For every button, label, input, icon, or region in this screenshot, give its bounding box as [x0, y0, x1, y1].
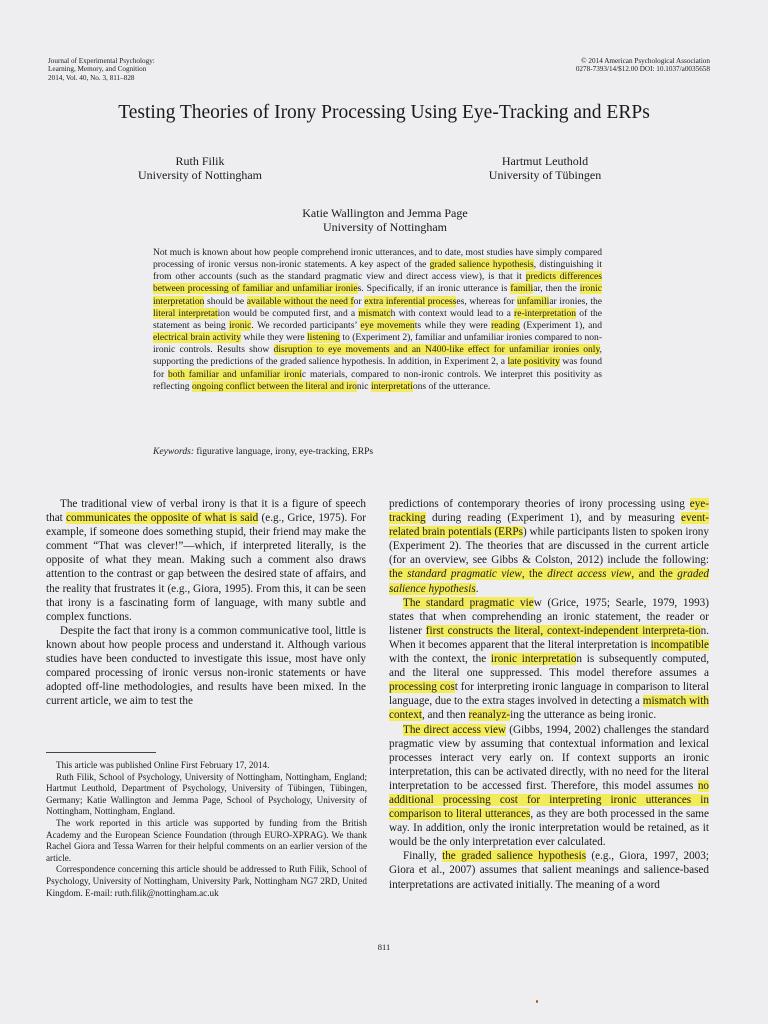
highlighted-text: no additional processing cost for interpreting ironic utterances in comparison to literal utterances: [389, 779, 709, 821]
highlighted-text: standard pragmatic view: [407, 568, 522, 581]
keywords-text: figurative language, irony, eye-tracking, ERPs: [194, 446, 374, 457]
footnote-rule: [46, 752, 156, 753]
text-run: n. When it becomes apparent that the literal interpretation is: [389, 624, 709, 651]
text-run: w (Grice, 1975; Searle, 1979, 1993) states that when comprehending an ironic statement, the reader or listener: [389, 596, 709, 637]
text-run: c materials, compared to non-ironic controls. We interpret this positivity as reflecting: [153, 368, 602, 392]
highlighted-text: graded salience hypothesis: [389, 568, 709, 595]
footnotes: [46, 760, 367, 899]
body-column-left: [46, 497, 366, 708]
text-run: ion would be computed first, and a: [217, 307, 359, 319]
text-run: with the context, the: [389, 653, 491, 666]
keywords-label: Keywords:: [153, 446, 195, 457]
author-block: [120, 155, 280, 182]
highlighted-text: graded salience hypothesis: [429, 259, 534, 271]
body-paragraph: [46, 497, 366, 624]
text-run: , supporting the predictions of the graded salience hypothesis. In addition, in Experiment 2, a: [153, 344, 602, 368]
highlighted-text: the graded salience hypothesis: [442, 850, 587, 863]
highlighted-text: electrical brain activity: [153, 332, 242, 344]
highlighted-text: ironic interpretation: [153, 283, 602, 307]
highlighted-text: famili: [510, 283, 534, 295]
text-run: s. Specifically, if an ironic utterance is: [357, 283, 511, 295]
text-run: The traditional view of verbal irony is that it is a figure of speech that: [46, 498, 366, 525]
highlighted-text: predicts differences between processing of familiar and unfamiliar ironie: [153, 271, 602, 295]
paper-speck: [536, 1000, 538, 1003]
highlighted-text: incompatible: [650, 638, 709, 651]
journal-citation-line: 2014, Vol. 40, No. 3, 811–828: [48, 73, 135, 82]
text-run: ar, then the: [533, 283, 580, 295]
text-run: , and then: [421, 709, 469, 722]
footnote: This article was published Online First February 17, 2014.: [56, 760, 270, 770]
author-affiliation: University of Tübingen: [488, 167, 602, 182]
text-run: ) while participants listen to spoken irony (Experiment 2). The theories that are discussed in the current article (for an overview, see Gibbs & Colston, 2012) include the following:: [389, 526, 709, 567]
journal-citation: [48, 57, 155, 82]
doi-line: 0278-7393/14/$12.00 DOI: 10.1037/a0035658: [575, 65, 710, 74]
text-run: Finally,: [403, 850, 443, 863]
highlighted-text: literal interpretat: [153, 307, 218, 319]
author-affiliation: University of Nottingham: [138, 167, 262, 182]
text-run: to (Experiment 2), familiar and unfamiliar ironies compared to non-ironic controls. Results show: [153, 332, 602, 356]
highlighted-text: ironic: [229, 319, 252, 331]
highlighted-text: listening: [307, 332, 340, 344]
text-run: (e.g., Grice, 1975). For example, if someone does something stupid, their friend may make the comment “That was clever!”—which, if interpreted literally, is the opposite of what they mean. Making such a comment also draws attention to the contrast or gap between the desired state of affairs, and the reality that frustrates it (e.g., Giora, 1995). From this, it can be seen that irony is a fascinating form of language, with many subtle and complex functions.: [46, 512, 367, 623]
author-name: Hartmut Leuthold: [501, 154, 589, 168]
text-run: , as they are both processed in the same way. In addition, only the ironic interpretation would be retained, as it would be the only interpretation ever calculated.: [389, 808, 709, 849]
highlighted-text: interpretati: [370, 380, 413, 392]
text-run: h with context would lead to a: [390, 307, 515, 319]
text-run: , distinguishing it from other accounts (such as the standard pragmatic view and direct access view), is that it: [153, 259, 602, 283]
text-run: (Experiment 1), and: [519, 319, 602, 331]
article-title: Testing Theories of Irony Processing Using Eye-Tracking and ERPs: [118, 102, 650, 123]
highlighted-text: mismatc: [358, 307, 391, 319]
footnote: Correspondence concerning this article should be addressed to Ruth Filik, School of Psychology, University of Nottingham, University Park, Nottingham NG7 2RD, United Kingdom. E-mail: ruth.filik@nottingham.ac.uk: [46, 864, 367, 898]
keywords: [153, 446, 602, 458]
highlighted-text: processing cos: [389, 681, 455, 694]
text-run: (Gibbs, 1994, 2002) challenges the standard pragmatic view by assuming that contextual information and lexical processes interact very early on. If context supports an ironic interpretation, this can be activated directly, with no need for the literal interpretation to be accessed first. Therefore, this model assumes: [389, 723, 709, 792]
body-paragraph: [389, 723, 709, 850]
text-run: should be: [204, 295, 247, 307]
journal-citation-line: Journal of Experimental Psychology:: [48, 57, 155, 65]
highlighted-text: unfamili: [516, 295, 550, 307]
highlighted-text: , the: [521, 568, 548, 581]
text-run: nic: [356, 380, 371, 392]
highlighted-text: reading: [491, 319, 520, 331]
journal-citation-line: Learning, Memory, and Cognition: [48, 65, 147, 74]
highlighted-text: The standard pragmatic vie: [403, 596, 534, 609]
highlighted-text: eye-tracking: [389, 498, 709, 525]
body-paragraph: [389, 596, 709, 723]
highlighted-text: eye movemen: [360, 319, 415, 331]
text-run: ing the utterance as being ironic.: [510, 709, 657, 722]
text-run: . We recorded participants’: [251, 319, 361, 331]
highlighted-text: The direct access view: [403, 723, 507, 736]
abstract: [153, 247, 602, 393]
footnote: The work reported in this article was supported by funding from the British Academy and the European Science Foundation (through EURO-XPRAG). We thank Rachel Giora and Tessa Warren for their helpful comments on an earlier version of the article.: [46, 817, 367, 863]
text-run: es, whereas for: [456, 295, 517, 307]
copyright-doi: [576, 57, 710, 74]
text-run: Despite the fact that irony is a common communicative tool, little is known about how people process and understand it. Although various studies have been conducted to investigate this issue, most have only compared processing of ironic versus non-ironic statements or have adopted off-line methodologies, and results have been mixed. In the current article, we aim to test the: [46, 624, 366, 708]
text-run: was found for: [153, 356, 602, 380]
highlighted-text: late positivity: [507, 356, 560, 368]
highlighted-text: first constructs the literal, context-independent interpreta-tio: [425, 624, 701, 637]
highlighted-text: disruption to eye movements and an N400-like effect for unfamiliar ironies only: [273, 344, 600, 356]
highlighted-text: ongoing conflict between the literal and iro: [191, 380, 357, 392]
author-block: [465, 155, 625, 182]
footnote: Ruth Filik, School of Psychology, University of Nottingham, Nottingham, England; Hartmut Leuthold, Department of Psychology, University of Tübingen, Tübingen, Germany; Katie Wallington and Jemma Page, School of Psychology, University of Nottingham, Nottingham, England.: [46, 771, 367, 817]
text-run: n is subsequently computed, and the literal one suppressed. This model therefore assumes a: [389, 653, 710, 680]
body-paragraph: [46, 624, 366, 709]
highlighted-text: event-related brain potentials (ERPs: [389, 512, 709, 539]
highlighted-text: , and the: [631, 568, 678, 581]
author-name: Ruth Filik: [175, 154, 225, 168]
text-run: or: [353, 295, 365, 307]
text-run: of the statement as being: [153, 307, 602, 331]
highlighted-text: mismatch with context: [389, 695, 709, 722]
text-run: (e.g., Giora, 1997, 2003; Giora et al., 2007) assumes that salient meanings and salience-based interpretations are activated initially. The meaning of a word: [389, 850, 709, 891]
text-run: during reading (Experiment 1), and by measuring: [425, 512, 682, 525]
highlighted-text: ironic interpretatio: [490, 653, 577, 666]
author-name: Katie Wallington and Jemma Page: [302, 206, 468, 220]
text-run: .: [475, 582, 479, 595]
highlighted-text: the: [389, 568, 408, 581]
author-block: [240, 207, 530, 234]
highlighted-text: re-interpretation: [514, 307, 577, 319]
author-affiliation: University of Nottingham: [323, 219, 447, 234]
highlighted-text: reanalyz-: [468, 709, 511, 722]
body-paragraph: [389, 497, 709, 596]
text-run: Not much is known about how people comprehend ironic utterances, and to date, most studies have simply compared processing of ironic versus non-ironic statements. A key aspect of the: [153, 247, 602, 271]
text-run: predictions of contemporary theories of irony processing using: [389, 498, 690, 510]
text-run: while they were: [241, 332, 308, 344]
highlighted-text: both familiar and unfamiliar ironi: [167, 368, 302, 380]
body-column-right: [389, 497, 709, 892]
copyright-line: © 2014 American Psychological Association: [581, 57, 710, 65]
page-number: 811: [377, 942, 391, 952]
body-paragraph: [389, 849, 709, 891]
highlighted-text: communicates the opposite of what is said: [66, 512, 259, 525]
text-run: t for interpreting ironic language in comparison to literal language, due to the extra stages involved in detecting a: [389, 681, 709, 708]
highlighted-text: available without the need f: [246, 295, 354, 307]
text-run: ons of the utterance.: [412, 380, 491, 392]
highlighted-text: direct access view: [547, 568, 632, 581]
highlighted-text: extra inferential process: [364, 295, 457, 307]
text-run: ar ironies, the: [549, 295, 602, 307]
text-run: ts while they were: [414, 319, 492, 331]
